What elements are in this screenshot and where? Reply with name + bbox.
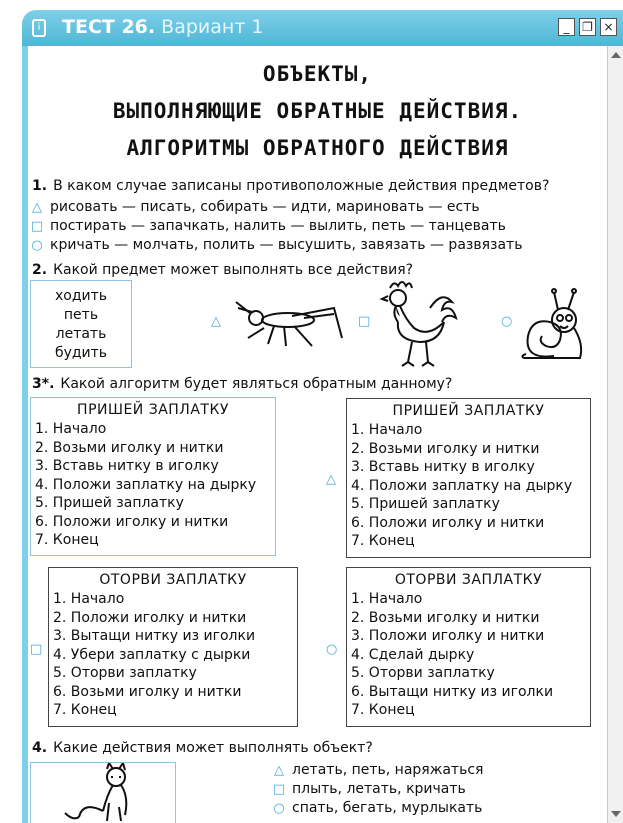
q1-option-1-text: рисовать — писать, собирать — идти, мариновать — есть — [50, 199, 480, 215]
algorithm-step: 7. Конец — [35, 532, 99, 548]
rooster-icon — [376, 278, 460, 370]
question-2-text: Какой предмет может выполнять все действия? — [53, 262, 414, 278]
circle-marker-icon[interactable] — [30, 238, 44, 253]
algorithm-step: 3. Вытащи нитку из иголки — [53, 628, 256, 644]
question-2 — [32, 262, 413, 278]
option-a-algorithm-box[interactable] — [346, 398, 591, 558]
scroll-up-icon[interactable] — [611, 52, 621, 58]
minimize-button[interactable]: _ — [558, 18, 575, 36]
square-marker-icon[interactable]: □ — [30, 642, 43, 657]
algorithm-step: 6. Возьми иголку и нитки — [53, 683, 242, 700]
algorithm-step: 1. Начало — [35, 421, 107, 437]
q2-word: петь — [63, 307, 99, 323]
worksheet-page — [28, 46, 607, 823]
q1-option-3[interactable] — [30, 237, 522, 253]
window-title — [62, 16, 264, 38]
question-2-number: 2. — [32, 262, 48, 278]
app-icon: i — [32, 19, 46, 37]
option-b-title: ОТОРВИ ЗАПЛАТКУ — [99, 572, 247, 588]
q4-option-3[interactable] — [272, 800, 482, 816]
grasshopper-icon — [234, 298, 348, 354]
algorithm-step: 5. Пришей заплатку — [351, 496, 500, 512]
algorithm-step: 3. Положи иголку и нитки — [351, 628, 545, 644]
algorithm-step: 5. Оторви заплатку — [351, 665, 495, 681]
algorithm-step: 4. Положи заплатку на дырку — [35, 476, 257, 493]
restore-button[interactable]: ❐ — [579, 18, 596, 36]
triangle-marker-icon[interactable]: △ — [326, 472, 336, 487]
triangle-marker-icon[interactable] — [30, 200, 44, 215]
option-c-algorithm-box[interactable] — [346, 567, 591, 727]
algorithm-step: 2. Положи иголку и нитки — [53, 609, 247, 626]
algorithm-step: 1. Начало — [351, 591, 423, 607]
circle-marker-icon[interactable] — [272, 801, 286, 816]
option-b-algorithm-box[interactable] — [48, 567, 298, 727]
algorithm-step: 2. Возьми иголку и нитки — [351, 609, 540, 626]
snail-icon — [520, 286, 592, 364]
algorithm-step: 6. Вытащи нитку из иголки — [351, 683, 554, 700]
algorithm-step: 6. Положи иголку и нитки — [351, 514, 545, 531]
square-marker-icon[interactable] — [272, 782, 286, 797]
algorithm-step: 4. Положи заплатку на дырку — [351, 477, 573, 494]
heading-line-3: АЛГОРИТМЫ ОБРАТНОГО ДЕЙСТВИЯ — [126, 136, 509, 160]
circle-marker-icon[interactable]: ○ — [501, 314, 513, 329]
algorithm-step: 5. Пришей заплатку — [35, 495, 184, 511]
square-marker-icon[interactable] — [30, 219, 44, 234]
scroll-down-icon[interactable] — [611, 811, 621, 817]
window-titlebar — [22, 10, 623, 46]
window-controls — [558, 18, 617, 36]
q2-word-box — [30, 280, 132, 368]
given-algorithm-box — [30, 397, 276, 556]
q4-option-2[interactable] — [272, 781, 466, 797]
algorithm-step: 4. Убери заплатку с дырки — [53, 646, 251, 663]
variant-label: Вариант 1 — [161, 16, 264, 38]
question-4 — [32, 740, 373, 756]
q1-option-1[interactable] — [30, 199, 480, 215]
vertical-scrollbar[interactable] — [607, 46, 623, 823]
algorithm-step: 2. Возьми иголку и нитки — [35, 439, 224, 456]
q2-word: летать — [55, 326, 107, 342]
q4-picture-box — [30, 762, 176, 823]
algorithm-step: 1. Начало — [53, 591, 125, 607]
test-number: ТЕСТ 26. — [62, 16, 156, 38]
triangle-marker-icon[interactable] — [272, 763, 286, 778]
algorithm-step: 7. Конец — [53, 702, 117, 718]
algorithm-step: 1. Начало — [351, 422, 423, 438]
question-3-number: 3*. — [32, 376, 55, 392]
question-3 — [32, 376, 452, 392]
option-a-title: ПРИШЕЙ ЗАПЛАТКУ — [392, 403, 545, 419]
algorithm-step: 3. Вставь нитку в иголку — [351, 459, 535, 475]
triangle-marker-icon[interactable]: △ — [211, 314, 221, 329]
algorithm-step: 3. Вставь нитку в иголку — [35, 458, 219, 474]
algorithm-step: 7. Конец — [351, 702, 415, 718]
q2-word: будить — [54, 345, 108, 361]
question-3-text: Какой алгоритм будет являться обратным данному? — [60, 376, 453, 392]
square-marker-icon[interactable]: □ — [358, 314, 371, 329]
close-button[interactable]: × — [600, 18, 617, 36]
circle-marker-icon[interactable]: ○ — [326, 642, 338, 657]
q4-option-1[interactable] — [272, 762, 483, 778]
question-4-text: Какие действия может выполнять объект? — [53, 740, 373, 756]
heading-line-2: ВЫПОЛНЯЮЩИЕ ОБРАТНЫЕ ДЕЙСТВИЯ. — [112, 99, 523, 123]
algorithm-step: 6. Положи иголку и нитки — [35, 513, 229, 530]
option-c-title: ОТОРВИ ЗАПЛАТКУ — [394, 572, 543, 588]
heading-line-1: ОБЪЕКТЫ, — [262, 62, 373, 86]
q4-option-3-text: спать, бегать, мурлыкать — [292, 800, 483, 816]
algorithm-step: 2. Возьми иголку и нитки — [351, 440, 540, 457]
question-4-number: 4. — [32, 740, 48, 756]
cat-icon — [31, 763, 171, 823]
algorithm-step: 7. Конец — [351, 533, 415, 549]
algorithm-step: 4. Сделай дырку — [351, 646, 475, 663]
q1-option-2[interactable] — [30, 218, 506, 234]
question-1-number: 1. — [32, 178, 48, 194]
q4-option-2-text: плыть, летать, кричать — [292, 781, 466, 797]
algorithm-step: 5. Оторви заплатку — [53, 665, 197, 681]
question-1-text: В каком случае записаны противоположные действия предметов? — [53, 178, 550, 194]
q4-option-1-text: летать, петь, наряжаться — [292, 762, 484, 778]
q2-word: ходить — [54, 288, 108, 304]
given-algorithm-title: ПРИШЕЙ ЗАПЛАТКУ — [77, 402, 229, 418]
q1-option-2-text: постирать — запачкать, налить — вылить, петь — танцевать — [50, 218, 506, 234]
question-1 — [32, 178, 549, 194]
q1-option-3-text: кричать — молчать, полить — высушить, завязать — развязать — [50, 237, 523, 253]
